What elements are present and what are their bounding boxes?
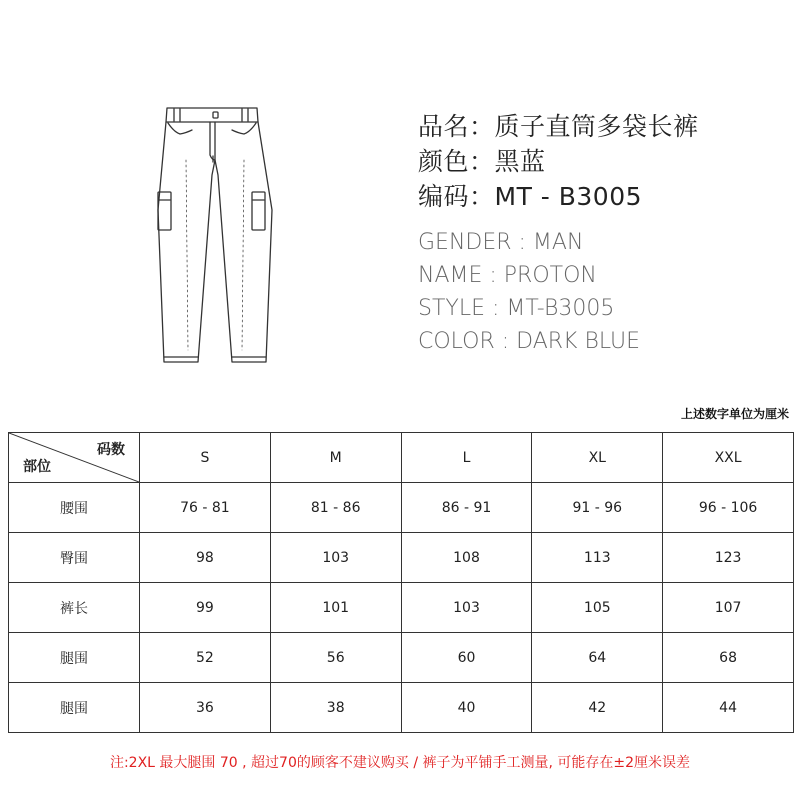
table-cell: 36 (140, 683, 271, 733)
table-cell: 52 (140, 633, 271, 683)
size-axis-label: 码数 (97, 442, 125, 458)
product-gender: GENDER : MAN (418, 230, 584, 255)
table-cell: 123 (663, 533, 794, 583)
row-label: 腿围 (9, 683, 140, 733)
table-cell: 91 - 96 (532, 483, 663, 533)
row-label: 裤长 (9, 583, 140, 633)
table-row (9, 583, 794, 633)
table-cell: 60 (401, 633, 532, 683)
table-cell: 99 (140, 583, 271, 633)
product-style: STYLE : MT-B3005 (418, 296, 615, 321)
table-cell: 81 - 86 (270, 483, 401, 533)
table-cell: 98 (140, 533, 271, 583)
table-cell: 107 (663, 583, 794, 633)
size-header: XXL (663, 433, 794, 483)
size-header: S (140, 433, 271, 483)
product-name-cn: 品名：质子直筒多袋长裤 (418, 112, 699, 141)
table-cell: 44 (663, 683, 794, 733)
table-cell: 40 (401, 683, 532, 733)
table-cell: 103 (401, 583, 532, 633)
product-color-en: COLOR : DARK BLUE (418, 329, 641, 354)
table-corner-cell (9, 433, 140, 483)
unit-note: 上述数字单位为厘米 (680, 407, 789, 421)
size-chart-table (8, 432, 794, 733)
table-cell: 86 - 91 (401, 483, 532, 533)
size-header-row (9, 433, 794, 483)
table-cell: 113 (532, 533, 663, 583)
row-label: 腿围 (9, 633, 140, 683)
table-cell: 38 (270, 683, 401, 733)
table-cell: 56 (270, 633, 401, 683)
product-code-cn: 编码：MT - B3005 (418, 182, 643, 211)
table-row (9, 683, 794, 733)
table-cell: 101 (270, 583, 401, 633)
product-name-en: NAME : PROTON (418, 263, 597, 288)
table-cell: 103 (270, 533, 401, 583)
footnote: 注:2XL 最大腿围 70 , 超过70的顾客不建议购买 / 裤子为平铺手工测量, 可能存在±2厘米误差 (109, 755, 691, 771)
product-color-cn: 颜色：黑蓝 (418, 147, 546, 176)
row-label: 腰围 (9, 483, 140, 533)
table-cell: 108 (401, 533, 532, 583)
table-cell: 105 (532, 583, 663, 633)
size-header: XL (532, 433, 663, 483)
part-axis-label: 部位 (23, 459, 51, 475)
table-row (9, 483, 794, 533)
table-cell: 76 - 81 (140, 483, 271, 533)
table-cell: 64 (532, 633, 663, 683)
pants-illustration (150, 100, 280, 370)
table-row (9, 533, 794, 583)
table-row (9, 633, 794, 683)
size-header: M (270, 433, 401, 483)
table-cell: 96 - 106 (663, 483, 794, 533)
table-cell: 68 (663, 633, 794, 683)
row-label: 臀围 (9, 533, 140, 583)
size-header: L (401, 433, 532, 483)
table-cell: 42 (532, 683, 663, 733)
